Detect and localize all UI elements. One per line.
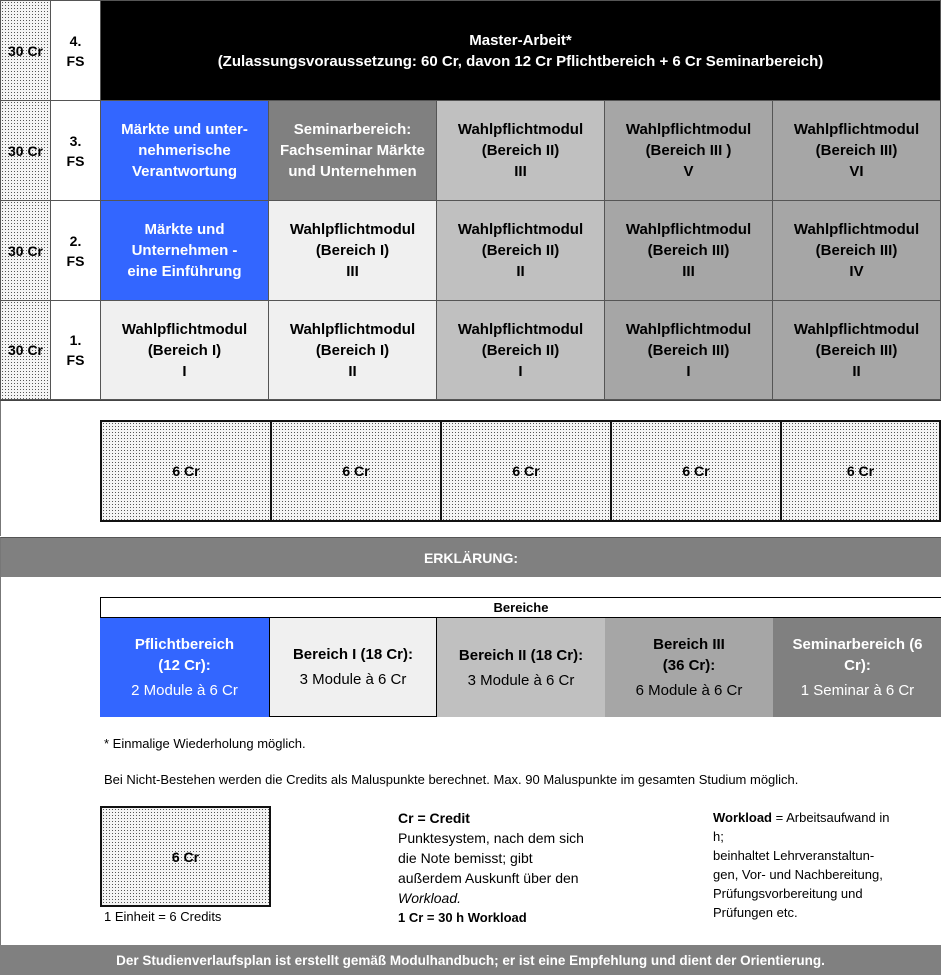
credit-box: 6 Cr — [102, 422, 272, 520]
module-maerkte-verantwortung: Märkte und unter- nehmerische Verantwortung — [101, 101, 269, 201]
module-bereich-ii-i: Wahlpflichtmodul (Bereich II) I — [437, 301, 605, 400]
credit-box: 6 Cr — [782, 422, 939, 520]
semester-4-label: 4. FS — [51, 1, 101, 101]
module-bereich-ii-ii: Wahlpflichtmodul (Bereich II) II — [437, 201, 605, 301]
credit-boxes-row — [100, 420, 941, 522]
footer-note: Der Studienverlaufsplan ist erstellt gemäß Modulhandbuch; er ist eine Empfehlung und dient der Orientierung. — [0, 945, 941, 975]
semester-1-label: 1. FS — [51, 301, 101, 400]
bereiche-title: Bereiche — [100, 597, 941, 618]
legend-bereich-iii: Bereich III (36 Cr): 6 Module à 6 Cr — [605, 618, 773, 717]
module-bereich-iii-iii: Wahlpflichtmodul (Bereich III) III — [605, 201, 773, 301]
workload-definition: Workload = Arbeitsaufwand in h; beinhaltet Lehrveranstaltun- gen, Vor- und Nachbereitung, Prüfungsvorbereitung und Prüfungen etc. — [713, 810, 890, 920]
module-bereich-i-iii: Wahlpflichtmodul (Bereich I) III — [269, 201, 437, 301]
module-bereich-iii-ii: Wahlpflichtmodul (Bereich III) II — [773, 301, 941, 400]
legend-bereich-i: Bereich I (18 Cr): 3 Module à 6 Cr — [269, 618, 437, 717]
legend-section — [0, 537, 941, 975]
unit-credit-box: 6 Cr — [100, 806, 271, 907]
semester-3-label: 3. FS — [51, 101, 101, 201]
module-bereich-i-ii: Wahlpflichtmodul (Bereich I) II — [269, 301, 437, 400]
unit-caption: 1 Einheit = 6 Credits — [104, 909, 222, 924]
module-bereich-iii-iv: Wahlpflichtmodul (Bereich III) IV — [773, 201, 941, 301]
bereiche-row — [100, 618, 941, 717]
credit-box: 6 Cr — [272, 422, 442, 520]
credit-definition: Cr = Credit Punktesystem, nach dem sich die Note bemisst; gibt außerdem Auskunft über den Workload. 1 Cr = 30 h Workload — [398, 810, 584, 925]
legend-seminarbereich: Seminarbereich (6 Cr): 1 Seminar à 6 Cr — [773, 618, 941, 717]
credit-box: 6 Cr — [442, 422, 612, 520]
credit-box: 6 Cr — [612, 422, 782, 520]
semester-2-label: 2. FS — [51, 201, 101, 301]
note-maluspunkte: Bei Nicht-Bestehen werden die Credits als Maluspunkte berechnet. Max. 90 Maluspunkte im gesamten Studium möglich. — [104, 772, 799, 787]
legend-pflichtbereich: Pflichtbereich (12 Cr): 2 Module à 6 Cr — [100, 618, 269, 717]
study-plan-grid — [0, 0, 941, 401]
module-bereich-i-i: Wahlpflichtmodul (Bereich I) I — [101, 301, 269, 400]
module-maerkte-einfuehrung: Märkte und Unternehmen - eine Einführung — [101, 201, 269, 301]
note-wiederholung: * Einmalige Wiederholung möglich. — [104, 736, 306, 751]
semester-4-credits: 30 Cr — [1, 1, 51, 101]
master-thesis: Master-Arbeit* (Zulassungsvoraussetzung: 60 Cr, davon 12 Cr Pflichtbereich + 6 Cr Seminarbereich) — [101, 1, 941, 101]
semester-1-credits: 30 Cr — [1, 301, 51, 400]
module-seminarbereich: Seminarbereich: Fachseminar Märkte und Unternehmen — [269, 101, 437, 201]
semester-2-credits: 30 Cr — [1, 201, 51, 301]
legend-bereich-ii: Bereich II (18 Cr): 3 Module à 6 Cr — [437, 618, 605, 717]
left-rule — [0, 401, 1, 536]
module-bereich-ii-iii: Wahlpflichtmodul (Bereich II) III — [437, 101, 605, 201]
module-bereich-iii-vi: Wahlpflichtmodul (Bereich III) VI — [773, 101, 941, 201]
module-bereich-iii-v: Wahlpflichtmodul (Bereich III ) V — [605, 101, 773, 201]
module-bereich-iii-i: Wahlpflichtmodul (Bereich III) I — [605, 301, 773, 400]
legend-header: ERKLÄRUNG: — [1, 538, 941, 577]
semester-3-credits: 30 Cr — [1, 101, 51, 201]
